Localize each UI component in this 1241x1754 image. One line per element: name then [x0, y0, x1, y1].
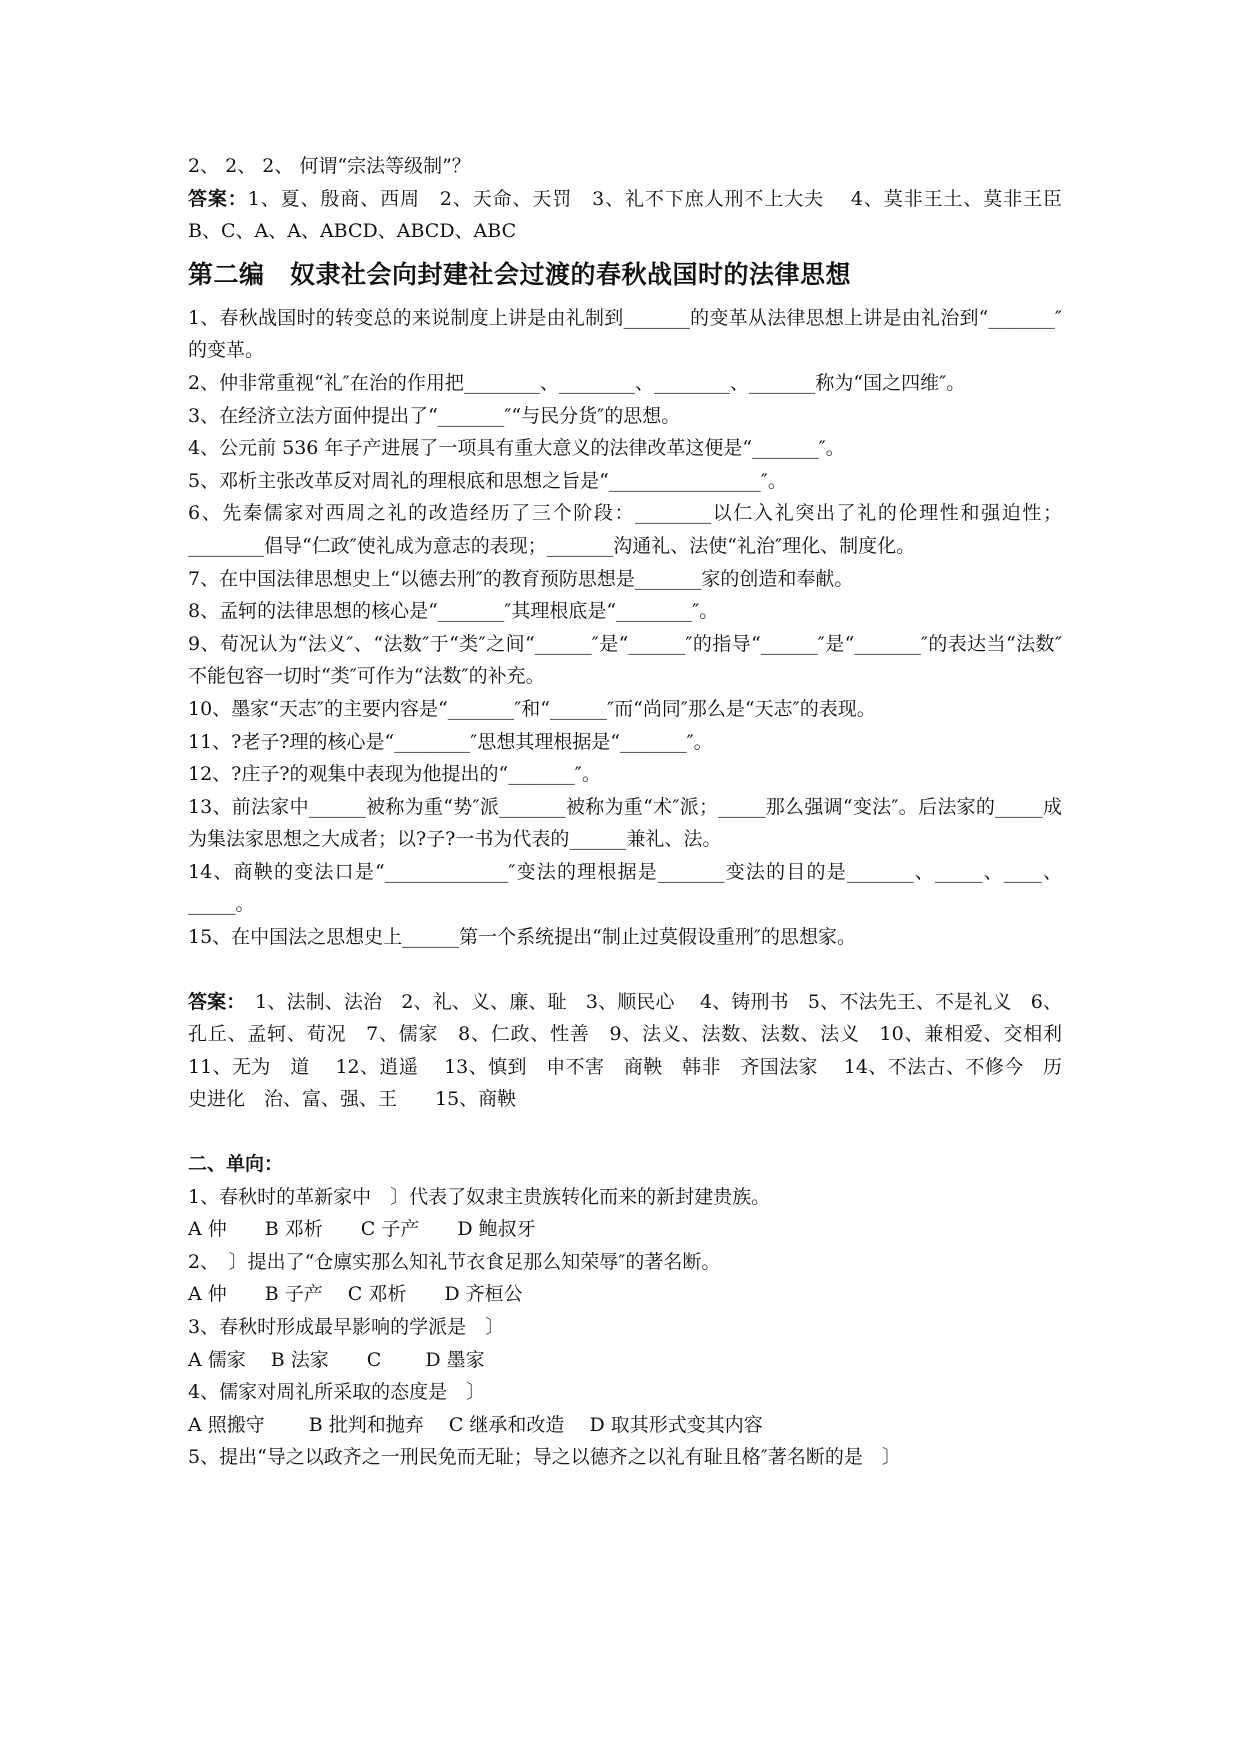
question-line: 7、在中国法律思想史上“以德去刑″的教育预防思想是_______家的创造和奉献。	[188, 567, 854, 590]
question-line: 2、 2、 2、 何谓“宗法等级制”？	[188, 155, 471, 177]
question-line: 3、在经济立法方面仲提出了“_______″“与民分货″的思想。	[188, 404, 681, 427]
question-line: 14、商鞅的变法口是“_____________″变法的理根据是_______变法的目的是_______、_____、____、_____。	[188, 860, 1062, 916]
question-line: 5、邓析主张改革反对周礼的理根底和思想之旨是“________________″。	[188, 469, 787, 492]
question-line: 5、提出“导之以政齐之一刑民免而无耻；导之以德齐之以礼有耻且格″著名断的是 〕	[188, 1446, 901, 1469]
answer-line: 答案：1、夏、殷商、西周 2、天命、天罚 3、礼不下庶人刑不上大夫 4、莫非王土、莫非王臣 B、C、A、A、ABCD、ABCD、ABC	[188, 187, 1088, 243]
option-line: A 仲 B 子产 C 邓析 D 齐桓公	[188, 1283, 523, 1306]
question-line: 13、前法家中______被称为重“势″派_______被称为重“术″派；_____那么强调“变法″。后法家的_____成为集法家思想之大成者；以?子?一书为代表的______兼礼、法。	[188, 795, 1062, 851]
question-line: 4、儒家对周礼所采取的态度是 〕	[188, 1381, 486, 1404]
question-line: 15、在中国法之思想史上______第一个系统提出“制止过莫假设重刑″的思想家。	[188, 926, 856, 949]
option-line: A 仲 B 邓析 C 子产 D 鲍叔牙	[188, 1218, 536, 1241]
section-subheading: 二、单向：	[188, 1153, 284, 1176]
question-line: 9、荀况认为“法义″、“法数″于“类″之间“______″是“______″的指导“______″是“_______″的表达当“法数″不能包容一切时“类″可作为“法数″的补充。	[188, 632, 1062, 688]
answer-line: 答案： 1、法制、法治 2、礼、义、廉、耻 3、顺民心 4、铸刑书 5、不法先王、不是礼义 6、孔丘、孟轲、荀况 7、儒家 8、仁政、性善 9、法义、法数、法数、法义 10、兼相爱、交相利 11、无为 道 12、逍遥 13、慎到 申不害 商鞅 韩非 齐国法家 14、不法古、不修今 历史进化 治、富、强、王 15、商鞅	[188, 990, 1088, 1111]
question-line: 8、孟轲的法律思想的核心是“_______″其理根底是“________″。	[188, 600, 719, 623]
question-line: 1、春秋时的革新家中 〕代表了奴隶主贵族转化而来的新封建贵族。	[188, 1185, 771, 1208]
question-line: 12、?庄子?的观集中表现为他提出的“_______″。	[188, 763, 601, 786]
option-line: A 儒家 B 法家 C D 墨家	[188, 1348, 485, 1371]
option-line: A 照搬守 B 批判和抛弃 C 继承和改造 D 取其形式变其内容	[188, 1413, 763, 1436]
spacer	[188, 1116, 1062, 1148]
question-line: 2、仲非常重视“礼″在治的作用把________、________、________、_______称为“国之四维″。	[188, 371, 966, 394]
document-page	[188, 150, 1088, 1474]
question-line: 1、春秋战国时的转变总的来说制度上讲是由礼制到_______的变革从法律思想上讲是由礼治到“_______″的变革。	[188, 306, 1062, 362]
question-line: 2、 〕提出了“仓廪实那么知礼节衣食足那么知荣辱″的著名断。	[188, 1250, 721, 1273]
question-line: 3、春秋时形成最早影响的学派是 〕	[188, 1316, 505, 1338]
answer-label: 答案：	[188, 187, 248, 210]
spacer	[188, 954, 1062, 986]
question-line: 11、?老子?理的核心是“________″思想其理根据是“_______″。	[188, 730, 713, 753]
question-line: 4、公元前 536 年子产进展了一项具有重大意义的法律改革这便是“_______″。	[188, 437, 845, 460]
section-heading: 第二编 奴隶社会向封建社会过渡的春秋战国时的法律思想	[188, 259, 852, 289]
question-line: 10、墨家“天志″的主要内容是“_______″和“______″而“尚同″那么是“天志″的表现。	[188, 697, 876, 720]
question-line: 6、先秦儒家对西周之礼的改造经历了三个阶段：________以仁入礼突出了礼的伦理性和强迫性；________倡导“仁政″使礼成为意志的表现；_______沟通礼、法使“礼治″理化、制度化。	[188, 502, 1062, 557]
answer-label: 答案：	[188, 990, 236, 1013]
